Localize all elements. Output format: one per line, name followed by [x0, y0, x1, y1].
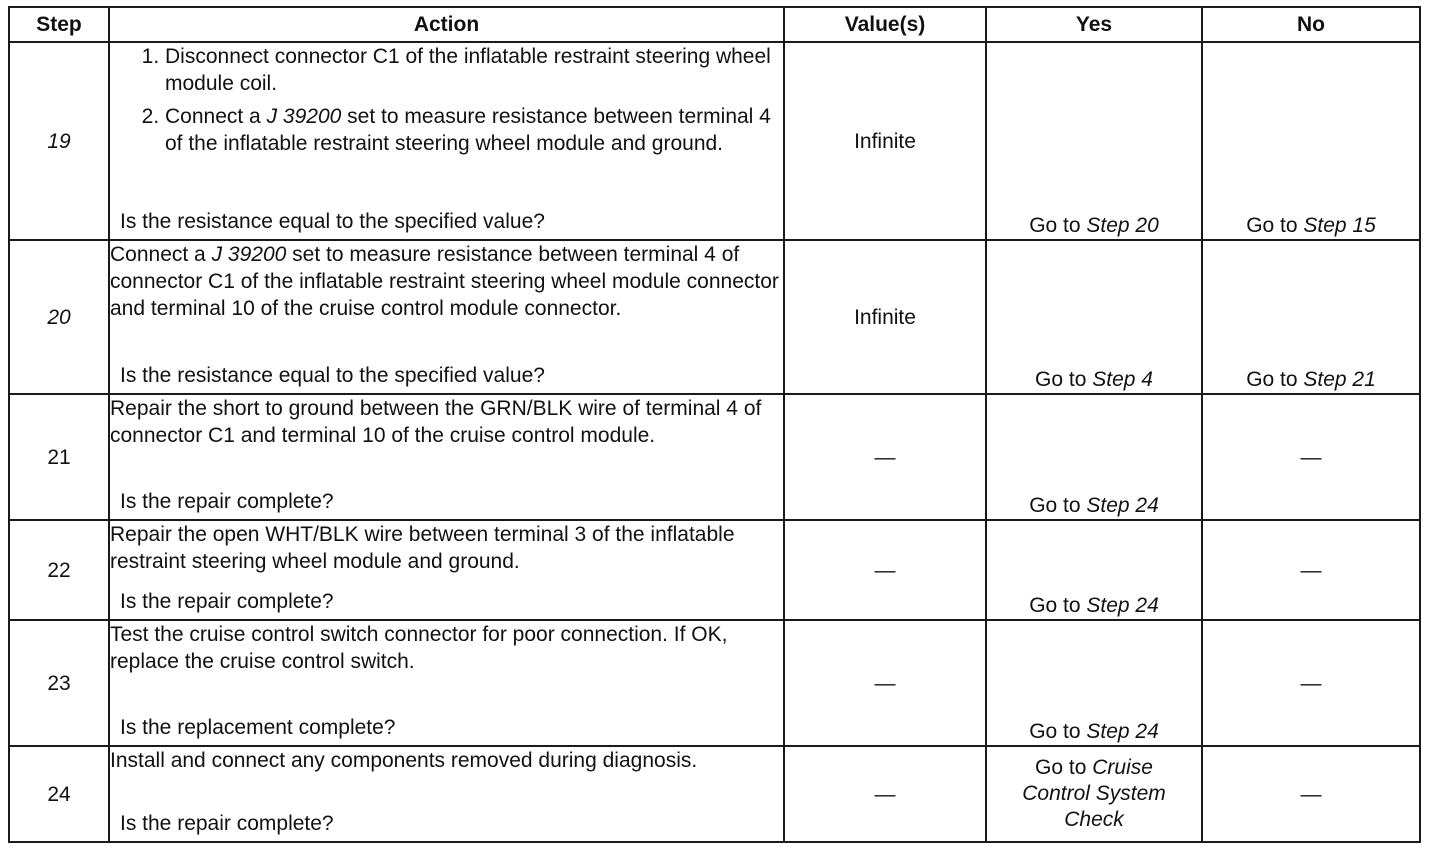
action-text-part: Connect a: [110, 243, 212, 266]
substep-text: set to measure resistance between terminal 4 of the inflatable restraint steering wheel module and ground.: [165, 105, 771, 155]
action-text: Install and connect any components removed during diagnosis.: [110, 749, 698, 772]
substep-text: Connect a: [165, 105, 267, 128]
yes-step-link[interactable]: Step 24: [1086, 720, 1159, 743]
action-cell: [109, 620, 784, 746]
step-question: Is the repair complete?: [120, 590, 334, 613]
table-row: [9, 240, 1420, 394]
no-cell: —: [1202, 394, 1420, 520]
action-cell: [109, 240, 784, 394]
action-text-part: set to measure resistance between terminal 4 of connector C1 of the inflatable restraint steering wheel module connector and terminal 10 of the cruise control module connector.: [110, 243, 779, 320]
step-question: Is the resistance equal to the specified value?: [120, 210, 545, 233]
yes-step-link[interactable]: Cruise Control System Check: [1022, 756, 1166, 831]
action-cell: [109, 394, 784, 520]
header-no: No: [1202, 7, 1420, 42]
step-number: 23: [9, 620, 109, 746]
yes-cell: [986, 42, 1202, 240]
step-question: Is the repair complete?: [120, 812, 334, 835]
go-to-label: Go to: [1035, 368, 1093, 391]
no-cell: [1202, 42, 1420, 240]
value-cell: —: [784, 520, 986, 620]
yes-cell: [986, 520, 1202, 620]
go-to-label: Go to: [1246, 368, 1304, 391]
go-to-label: Go to: [1029, 720, 1087, 743]
substep-item: 1. Disconnect connector C1 of the inflatable restraint steering wheel module coil.: [165, 43, 783, 97]
table-row: [9, 620, 1420, 746]
yes-step-link[interactable]: Step 4: [1092, 368, 1153, 391]
tool-reference: J 39200: [211, 243, 287, 266]
diagnostic-table-page: [8, 6, 1421, 843]
value-cell: —: [784, 394, 986, 520]
diagnostic-steps-table: [8, 6, 1421, 843]
action-text: Repair the open WHT/BLK wire between terminal 3 of the inflatable restraint steering wheel module and ground.: [110, 523, 735, 573]
value-cell: Infinite: [784, 42, 986, 240]
no-step-link[interactable]: Step 21: [1303, 368, 1376, 391]
tool-reference: J 39200: [266, 105, 342, 128]
value-cell: —: [784, 620, 986, 746]
header-action: Action: [109, 7, 784, 42]
no-cell: —: [1202, 620, 1420, 746]
action-cell: [109, 746, 784, 842]
step-number: 19: [9, 42, 109, 240]
go-to-label: Go to: [1035, 756, 1093, 779]
yes-cell: [986, 620, 1202, 746]
header-row: [9, 7, 1420, 42]
value-cell: —: [784, 746, 986, 842]
step-number: 24: [9, 746, 109, 842]
step-number: 22: [9, 520, 109, 620]
yes-cell: [986, 746, 1202, 842]
yes-cell: [986, 240, 1202, 394]
table-row: [9, 520, 1420, 620]
go-to-label: Go to: [1029, 214, 1087, 237]
step-question: Is the resistance equal to the specified value?: [120, 364, 545, 387]
action-cell: [109, 42, 784, 240]
yes-step-link[interactable]: Step 24: [1086, 494, 1159, 517]
yes-cell: [986, 394, 1202, 520]
step-question: Is the repair complete?: [120, 490, 334, 513]
go-to-label: Go to: [1246, 214, 1304, 237]
step-question: Is the replacement complete?: [120, 716, 396, 739]
table-row: [9, 746, 1420, 842]
action-substeps: [110, 43, 783, 157]
no-cell: [1202, 240, 1420, 394]
action-text: [110, 241, 783, 322]
no-cell: —: [1202, 746, 1420, 842]
table-row: [9, 42, 1420, 240]
yes-step-link[interactable]: Step 20: [1086, 214, 1159, 237]
substep-item: [165, 103, 783, 157]
no-step-link[interactable]: Step 15: [1303, 214, 1376, 237]
header-values: Value(s): [784, 7, 986, 42]
value-cell: Infinite: [784, 240, 986, 394]
go-to-label: Go to: [1029, 594, 1087, 617]
step-number: 21: [9, 394, 109, 520]
header-step: Step: [9, 7, 109, 42]
action-text: Repair the short to ground between the GRN/BLK wire of terminal 4 of connector C1 and terminal 10 of the cruise control module.: [110, 397, 762, 447]
no-cell: —: [1202, 520, 1420, 620]
go-to-label: Go to: [1029, 494, 1087, 517]
table-row: [9, 394, 1420, 520]
yes-step-link[interactable]: Step 24: [1086, 594, 1159, 617]
header-yes: Yes: [986, 7, 1202, 42]
step-number: 20: [9, 240, 109, 394]
action-text: Test the cruise control switch connector for poor connection. If OK, replace the cruise control switch.: [110, 623, 728, 673]
action-cell: [109, 520, 784, 620]
